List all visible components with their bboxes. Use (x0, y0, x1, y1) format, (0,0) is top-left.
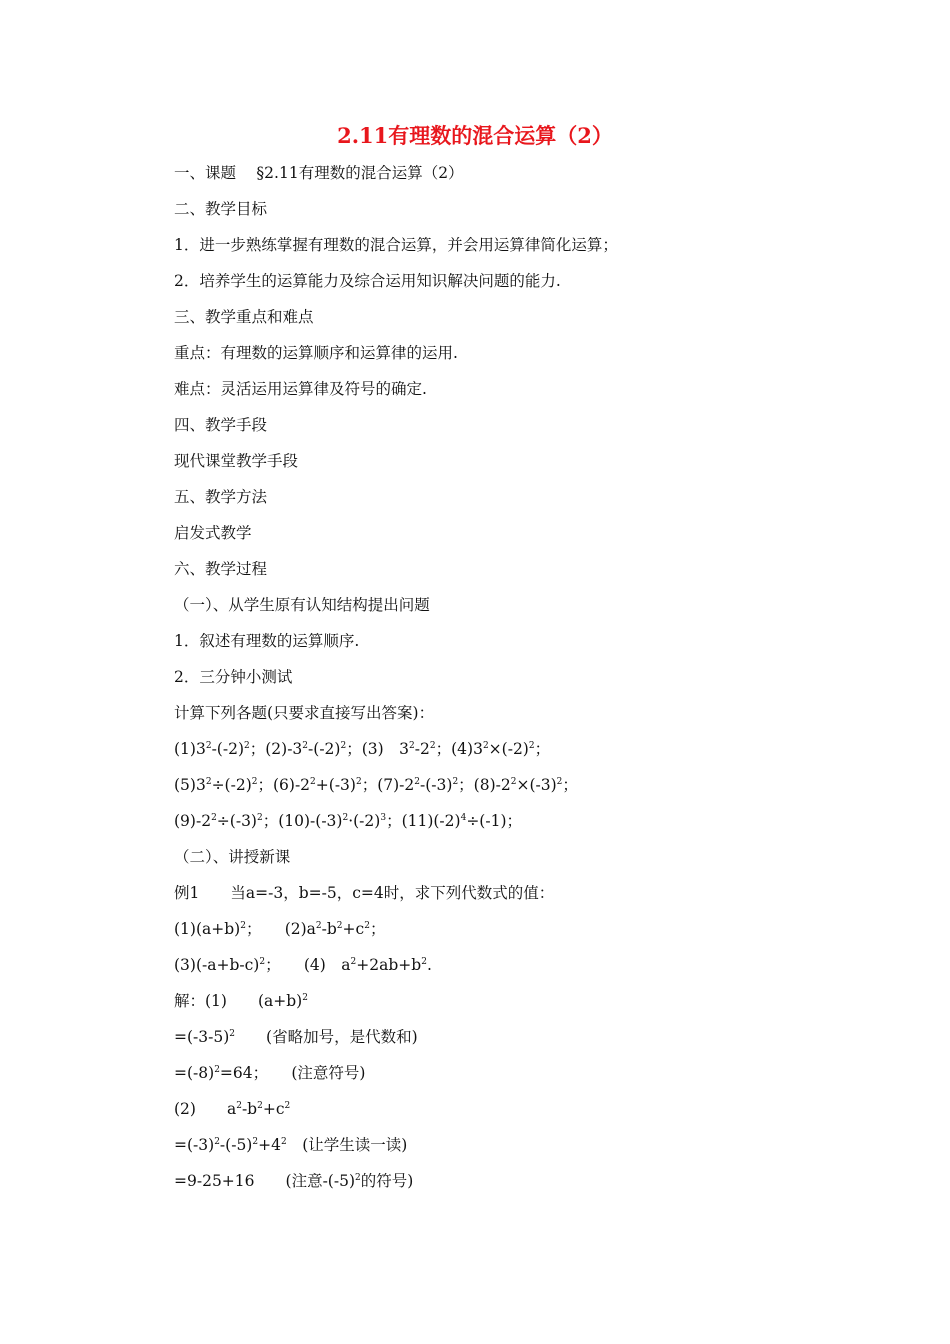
text-line: 难点：灵活运用运算律及符号的确定. (174, 380, 427, 398)
text-line: 六、教学过程 (174, 560, 268, 578)
text-line: $=(-3)^2-(-5)^2+4^2$ (让学生读一读) (174, 1136, 408, 1154)
text-line: 二、教学目标 (174, 200, 268, 218)
text-line: 一、课题 §2.11有理数的混合运算（2） (174, 164, 464, 182)
text-line: 启发式教学 (174, 524, 252, 542)
document-body (174, 160, 894, 1204)
page-title: 2.11有理数的混合运算（2） (337, 123, 613, 148)
text-line: $=(-3-5)^2$ (省略加号，是代数和) (174, 1028, 418, 1046)
text-line: 现代课堂教学手段 (174, 452, 299, 470)
text-line: 例1 当a=-3，b=-5，c=4时，求下列代数式的值： (174, 884, 555, 902)
text-line: =9-25+16 (注意$-(-5)^2$的符号) (174, 1172, 414, 1190)
text-line: 重点：有理数的运算顺序和运算律的运用. (174, 344, 458, 362)
text-line: 2．三分钟小测试 (174, 668, 293, 686)
text-line: $(5)3^2\div(-2)^2$；$(6)-2^2+(-3)^2$；$(7)-2^2-(-3)^2$；$(8)-2^2\times(-3)^2$； (174, 776, 578, 794)
text-line: （一）、从学生原有认知结构提出问题 (174, 596, 430, 614)
text-line: （二）、讲授新课 (174, 848, 291, 866)
text-line: $(9)-2^2\div(-3)^2$；$(10)-(-3)^2\cdot(-2)^3$；$(11)(-2)^4\div(-1)$； (174, 812, 522, 830)
text-line: 计算下列各题(只要求直接写出答案)： (174, 704, 435, 722)
text-line: $(3)(-a+b-c)^2$； (4) $a^2+2ab+b^2$. (174, 956, 432, 974)
text-line: (2) $a^2-b^2+c^2$ (174, 1100, 291, 1118)
text-line: 2．培养学生的运算能力及综合运用知识解决问题的能力. (174, 272, 561, 290)
text-line: 三、教学重点和难点 (174, 308, 314, 326)
text-line: $(1)3^2-(-2)^2$；$(2)-3^2-(-2)^2$；(3) $3^2-2^2$；$(4)3^2\times(-2)^2$； (174, 740, 551, 758)
text-line: 四、教学手段 (174, 416, 268, 434)
text-line: 1．进一步熟练掌握有理数的混合运算，并会用运算律简化运算； (174, 236, 618, 254)
text-line: $(1)(a+b)^2$； $(2)a^2-b^2+c^2$； (174, 920, 386, 938)
text-line: 解：(1) $(a+b)^2$ (174, 992, 308, 1010)
text-line: 1．叙述有理数的运算顺序. (174, 632, 360, 650)
text-line: 五、教学方法 (174, 488, 268, 506)
text-line: $=(-8)^2=64$； (注意符号) (174, 1064, 366, 1082)
